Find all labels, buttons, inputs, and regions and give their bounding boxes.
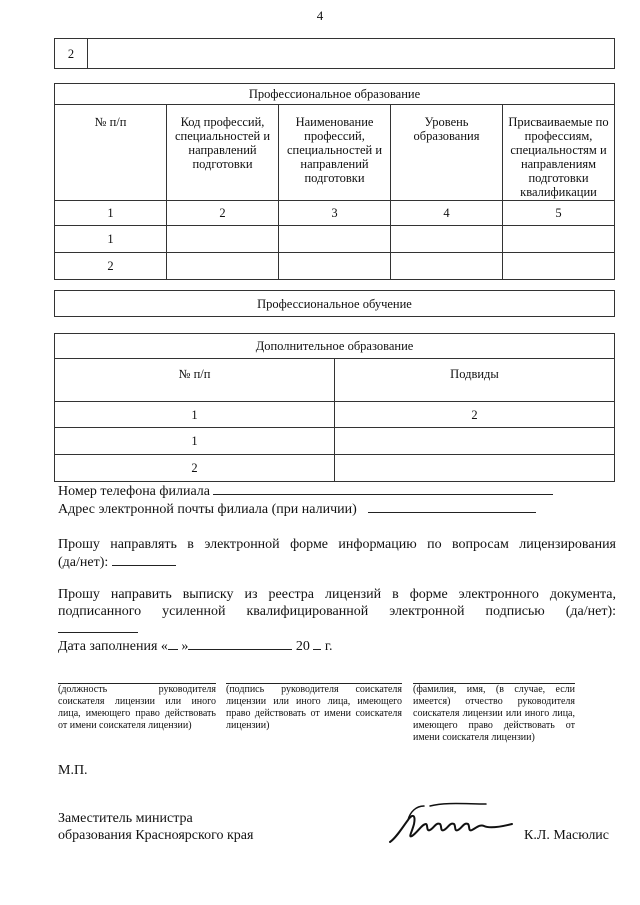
footer-position-line2: образования Красноярского края [58, 828, 254, 843]
row-number: 1 [55, 226, 167, 253]
header-level: Уровень образования [391, 105, 503, 201]
additional-education-table [54, 333, 615, 482]
header-subtypes: Подвиды [335, 359, 615, 402]
signature-caption: (подпись руководителя соискателя лицензии или иного лица, имеющего право действовать от имени соискателя лицензии) [226, 684, 402, 731]
header-qualification: Присваиваемые по профессиям, специальностям и направлениям подготовки квалификации [503, 105, 615, 201]
date-year-line[interactable] [313, 637, 321, 650]
col-number: 5 [503, 201, 615, 226]
header-num: № п/п [55, 359, 335, 402]
header-name: Наименование профессий, специальностей и направлений подготовки [279, 105, 391, 201]
phone-field [58, 482, 578, 500]
email-label: Адрес электронной почты филиала (при наличии) [58, 502, 357, 517]
footer-name: К.Л. Масюлис [524, 828, 610, 843]
professional-training-table [54, 290, 615, 317]
col-number: 1 [55, 201, 167, 226]
row-number: 2 [55, 39, 88, 69]
date-quote: » [181, 639, 189, 654]
row-number: 2 [55, 253, 167, 280]
table-title: Профессиональное обучение [55, 291, 615, 317]
col-number: 2 [335, 402, 615, 428]
date-label: Дата заполнения « [58, 639, 168, 654]
date-suffix: г. [324, 639, 333, 654]
table-title: Профессиональное образование [55, 84, 615, 105]
header-code: Код профессий, специальностей и направлений подготовки [167, 105, 279, 201]
date-field [58, 637, 418, 655]
page-number: 4 [316, 8, 324, 23]
phone-input-line[interactable] [213, 482, 553, 495]
phone-label: Номер телефона филиала [58, 484, 210, 499]
empty-cell [88, 39, 615, 69]
request-info-line2 [58, 553, 358, 571]
email-input-line[interactable] [368, 500, 536, 513]
footer-position-line1: Заместитель министра [58, 811, 193, 826]
request-extract-answer-line[interactable] [58, 632, 138, 633]
request-extract-line1: Прошу направить выписку из реестра лицензий в форме электронного документа, [58, 587, 616, 602]
table-title: Дополнительное образование [55, 334, 615, 359]
top-table [54, 38, 615, 69]
row-number: 1 [55, 428, 335, 455]
table-row [55, 226, 615, 253]
col-number: 1 [55, 402, 335, 428]
row-number: 2 [55, 455, 335, 482]
request-extract-line2: подписанного усиленной квалифицированной электронной подписью (да/нет): [58, 604, 616, 619]
table-row [55, 253, 615, 280]
date-day-line[interactable] [168, 637, 178, 650]
request-info-label: (да/нет): [58, 555, 109, 570]
email-field [58, 500, 588, 518]
header-num: № п/п [55, 105, 167, 201]
footer-position [58, 810, 318, 844]
request-info-line1: Прошу направлять в электронной форме информацию по вопросам лицензирования [58, 537, 616, 552]
date-year: 20 [295, 639, 310, 654]
signature-image [386, 798, 516, 850]
col-number: 4 [391, 201, 503, 226]
table-row [55, 428, 615, 455]
table-row [55, 455, 615, 482]
col-number: 3 [279, 201, 391, 226]
professional-education-table [54, 83, 615, 280]
request-info-answer-line[interactable] [112, 553, 176, 566]
name-caption: (фамилия, имя, (в случае, если имеется) отчество руководителя соискателя лицензии или иного лица, имеющего право действовать от имени соискателя лицензии) [413, 684, 575, 743]
date-month-line[interactable] [188, 637, 292, 650]
col-number: 2 [167, 201, 279, 226]
position-caption: (должность руководителя соискателя лицензии или иного лица, имеющего право действовать от имени соискателя лицензии) [58, 684, 216, 731]
stamp-label: М.П. [58, 763, 88, 778]
